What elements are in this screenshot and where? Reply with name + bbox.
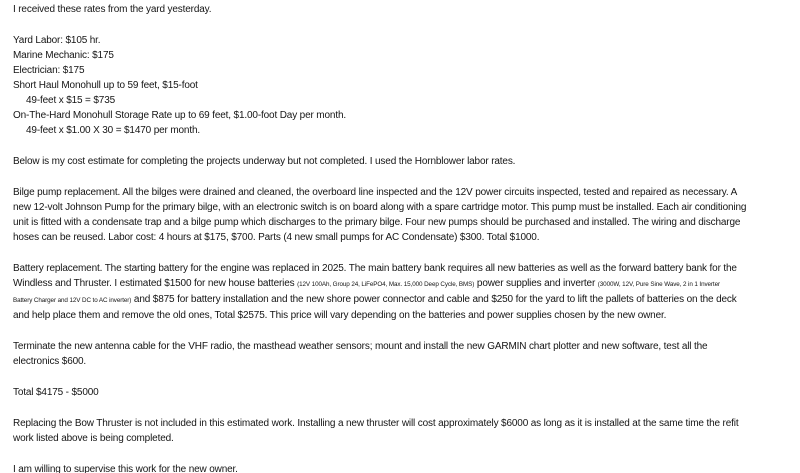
text-line [13, 292, 792, 308]
body-text: Bilge pump replacement. All the bilges were drained and cleaned, the overboard line inspected and the 12V power circuits inspected, tested and repaired as necessary. A [13, 187, 738, 198]
paragraph-cost-estimate-note [13, 154, 792, 169]
text-line [13, 308, 792, 323]
rate-line-storage: On-The-Hard Monohull Storage Rate up to 69 feet, $1.00-foot Day per month. [13, 110, 346, 121]
body-text: power supplies and inverter [474, 278, 598, 289]
rate-line-yard-labor: Yard Labor: $105 hr. [13, 35, 101, 46]
rates-list [13, 33, 792, 138]
body-text: Battery replacement. The starting battery for the engine was replaced in 2025. The main battery bank requires all new batteries as well as the forward battery bank for the [13, 263, 737, 274]
body-text: and $875 for battery installation and the new shore power connector and cable and $250 for the yard to lift the pallets of batteries on the deck [131, 294, 737, 305]
text-line [13, 354, 792, 369]
body-text: I am willing to supervise this work for the new owner. [13, 464, 238, 473]
body-text: and help place them and remove the old ones, Total $2575. This price will vary depending on the batteries and power supplies chosen by the new owner. [13, 310, 667, 321]
body-text: electronics $600. [13, 356, 87, 367]
paragraph-electronics [13, 339, 792, 369]
intro-paragraph [13, 2, 792, 17]
body-text: Windless and Thruster. I estimated $1500 for new house batteries [13, 278, 298, 289]
spec-detail-text: (12V 100Ah, Group 24, LiFePO4, Max. 15,000 Deep Cycle, BMS) [297, 281, 475, 288]
rate-line-short-haul: Short Haul Monohull up to 59 feet, $15-foot [13, 80, 198, 91]
paragraph-closing [13, 462, 792, 473]
text-line [13, 431, 792, 446]
body-text: work listed above is being completed. [13, 433, 174, 444]
text-line [13, 261, 792, 276]
text-line [13, 200, 792, 215]
text-line [13, 416, 792, 431]
text-line [13, 230, 792, 245]
rate-line-storage-calc: 49-feet x $1.00 X 30 = $1470 per month. [26, 125, 200, 136]
text-line [13, 339, 792, 354]
body-text: hoses can be reused. Labor cost: 4 hours at $175, $700. Parts (4 new small pumps for AC Condensate) $300. Total $1000. [13, 232, 540, 243]
text-line [13, 276, 792, 292]
body-text: unit is fitted with a condensate trap and a bilge pump which discharges to the primary bilge. Four new pumps should be purchased and installed. The wiring and discharge [13, 217, 741, 228]
text-line [13, 462, 792, 473]
body-text: Replacing the Bow Thruster is not included in this estimated work. Installing a new thruster will cost approximately $6000 as long as it is installed at the same time the refit [13, 418, 739, 429]
text-line [13, 185, 792, 200]
paragraph-bow-thruster [13, 416, 792, 446]
spec-detail-text: (3000W, 12V, Pure Sine Wave, 2 in 1 Inverter [597, 281, 720, 288]
body-text: new 12-volt Johnson Pump for the primary bilge, with an electronic switch is on board along with a spare cartridge motor. This pump must be installed. Each air conditioning [13, 202, 747, 213]
paragraph-bilge-pump-replacement [13, 185, 792, 245]
body-text: Below is my cost estimate for completing the projects underway but not completed. I used the Hornblower labor rates. [13, 156, 516, 167]
text-line [13, 215, 792, 230]
intro-text: I received these rates from the yard yesterday. [13, 4, 212, 15]
rate-line-electrician: Electrician: $175 [13, 65, 85, 76]
body-text: Total $4175 - $5000 [13, 387, 99, 398]
body-text: Terminate the new antenna cable for the VHF radio, the masthead weather sensors; mount and install the new GARMIN chart plotter and new software, test all the [13, 341, 708, 352]
paragraph-total [13, 385, 792, 400]
text-line [13, 154, 792, 169]
rate-line-short-haul-calc: 49-feet x $15 = $735 [26, 95, 116, 106]
spec-detail-text: Battery Charger and 12V DC to AC inverter) [13, 297, 132, 304]
paragraph-battery-replacement [13, 261, 792, 323]
text-line [13, 385, 792, 400]
rate-line-marine-mechanic: Marine Mechanic: $175 [13, 50, 114, 61]
